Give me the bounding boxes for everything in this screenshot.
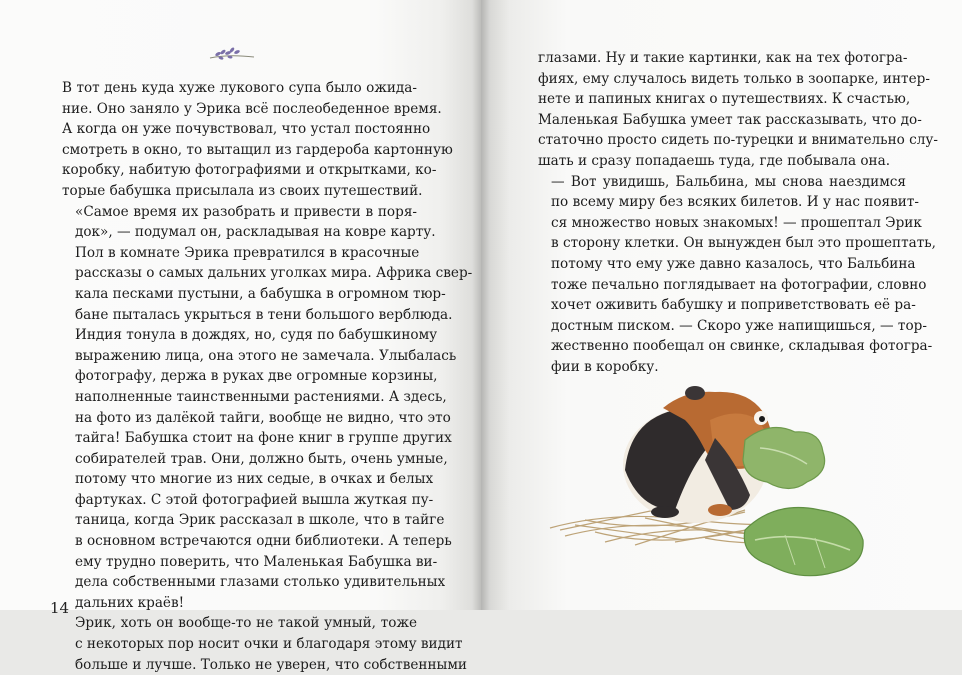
text-line: фотографу, держа в руках две огромные корзины,	[75, 368, 438, 385]
left-page	[0, 0, 481, 673]
text-line: фии в коробку.	[551, 358, 659, 375]
text-line: больше и лучше. Только не уверен, что собственными	[75, 656, 467, 673]
paragraph	[538, 48, 938, 172]
text-line: ние. Оно заняло у Эрика всё послеобеденное время.	[62, 100, 442, 117]
text-line: собирателей трав. Они, должно быть, очень умные,	[75, 450, 448, 467]
text-line: в основном встречаются одни библиотеки. А теперь	[75, 533, 452, 550]
text-line: по всему миру без всяких билетов. И у нас появит-	[551, 194, 919, 211]
text-line: выражению лица, она этого не замечала. Улыбалась	[75, 347, 457, 364]
text-line: нете и папиных книгах о путешествиях. К счастью,	[538, 91, 911, 108]
text-line: док», — подумал он, раскладывая на ковре карту.	[75, 224, 436, 241]
text-line: жественно пообещал он свинке, складывая фотогра-	[551, 338, 933, 355]
text-line: с некоторых пор носит очки и благодаря этому видит	[75, 636, 463, 653]
text-line: бане пыталась укрыться в тени большого верблюда.	[75, 306, 453, 323]
text-line: смотреть в окно, то вытащил из гардероба картонную	[62, 141, 453, 158]
right-page	[481, 0, 962, 610]
paragraph	[62, 202, 436, 243]
lettuce-leaf-icon	[744, 508, 863, 576]
page-number: 14	[50, 599, 70, 617]
text-line: — Вот увидишь, Бальбина, мы снова наездимся	[551, 173, 906, 190]
guinea-pig-illustration	[545, 360, 875, 610]
text-line: рассказы о самых дальних уголках мира. Африка свер-	[75, 265, 473, 282]
right-page-text	[538, 48, 938, 378]
text-line: дела собственными глазами столько удивительных	[75, 574, 446, 591]
text-line: достным писком. — Скоро уже напищишься, — тор-	[551, 317, 927, 334]
text-line: потому что многие из них седые, в очках и белых	[75, 471, 434, 488]
text-line: коробку, набитую фотографиями и открытками, ко-	[62, 162, 437, 179]
text-line: таница, когда Эрик рассказал в школе, что в тайге	[75, 512, 445, 529]
text-line: А когда он уже почувствовал, что устал постоянно	[62, 121, 431, 138]
paragraph	[538, 172, 936, 378]
text-line: на фото из далёкой тайги, вообще не видно, что это	[75, 409, 451, 426]
text-line: потому что ему уже давно казалось, что Бальбина	[551, 255, 916, 272]
text-line: Маленькая Бабушка умеет так рассказывать, что до-	[538, 111, 922, 128]
text-line: ему трудно поверить, что Маленькая Бабушка ви-	[75, 553, 438, 570]
text-line: хочет оживить бабушку и поприветствовать её ра-	[551, 297, 916, 314]
paragraph	[62, 243, 473, 614]
text-line: тайга! Бабушка стоит на фоне книг в группе других	[75, 430, 452, 447]
text-line: кала песками пустыни, а бабушка в огромном тюр-	[75, 285, 446, 302]
text-line: шать и сразу попадаешь туда, где побывала она.	[538, 152, 891, 169]
book-gutter	[472, 0, 490, 610]
text-line: фартуках. С этой фотографией вышла жуткая пу-	[75, 491, 434, 508]
text-line: Индия тонула в дождях, но, судя по бабушкиному	[75, 327, 438, 344]
text-line: Пол в комнате Эрика превратился в красочные	[75, 244, 420, 261]
text-line: торые бабушка присылала из своих путешествий.	[62, 182, 423, 199]
text-line: наполненные таинственными растениями. А здесь,	[75, 388, 447, 405]
text-line: дальних краёв!	[75, 594, 185, 611]
text-line: фиях, ему случалось видеть только в зоопарке, интер-	[538, 70, 930, 87]
text-line: В тот день куда хуже лукового супа было ожида-	[62, 80, 417, 96]
paragraph	[62, 78, 453, 202]
text-line: «Самое время их разобрать и привести в поря-	[75, 203, 417, 220]
text-line: глазами. Ну и такие картинки, как на тех фотогра-	[538, 50, 908, 66]
text-line: тоже печально поглядывает на фотографии, словно	[551, 276, 927, 293]
lavender-sprig-icon	[208, 44, 256, 64]
left-page-text	[62, 78, 473, 675]
text-line: статочно просто сидеть по-турецки и внимательно слу-	[538, 132, 938, 149]
text-line: ся множество новых знакомых! — прошептал Эрик	[551, 214, 922, 231]
text-line: Эрик, хоть он вообще-то не такой умный, тоже	[75, 615, 417, 632]
text-line: в сторону клетки. Он вынужден был это прошептать,	[551, 235, 936, 252]
paragraph	[62, 613, 467, 675]
